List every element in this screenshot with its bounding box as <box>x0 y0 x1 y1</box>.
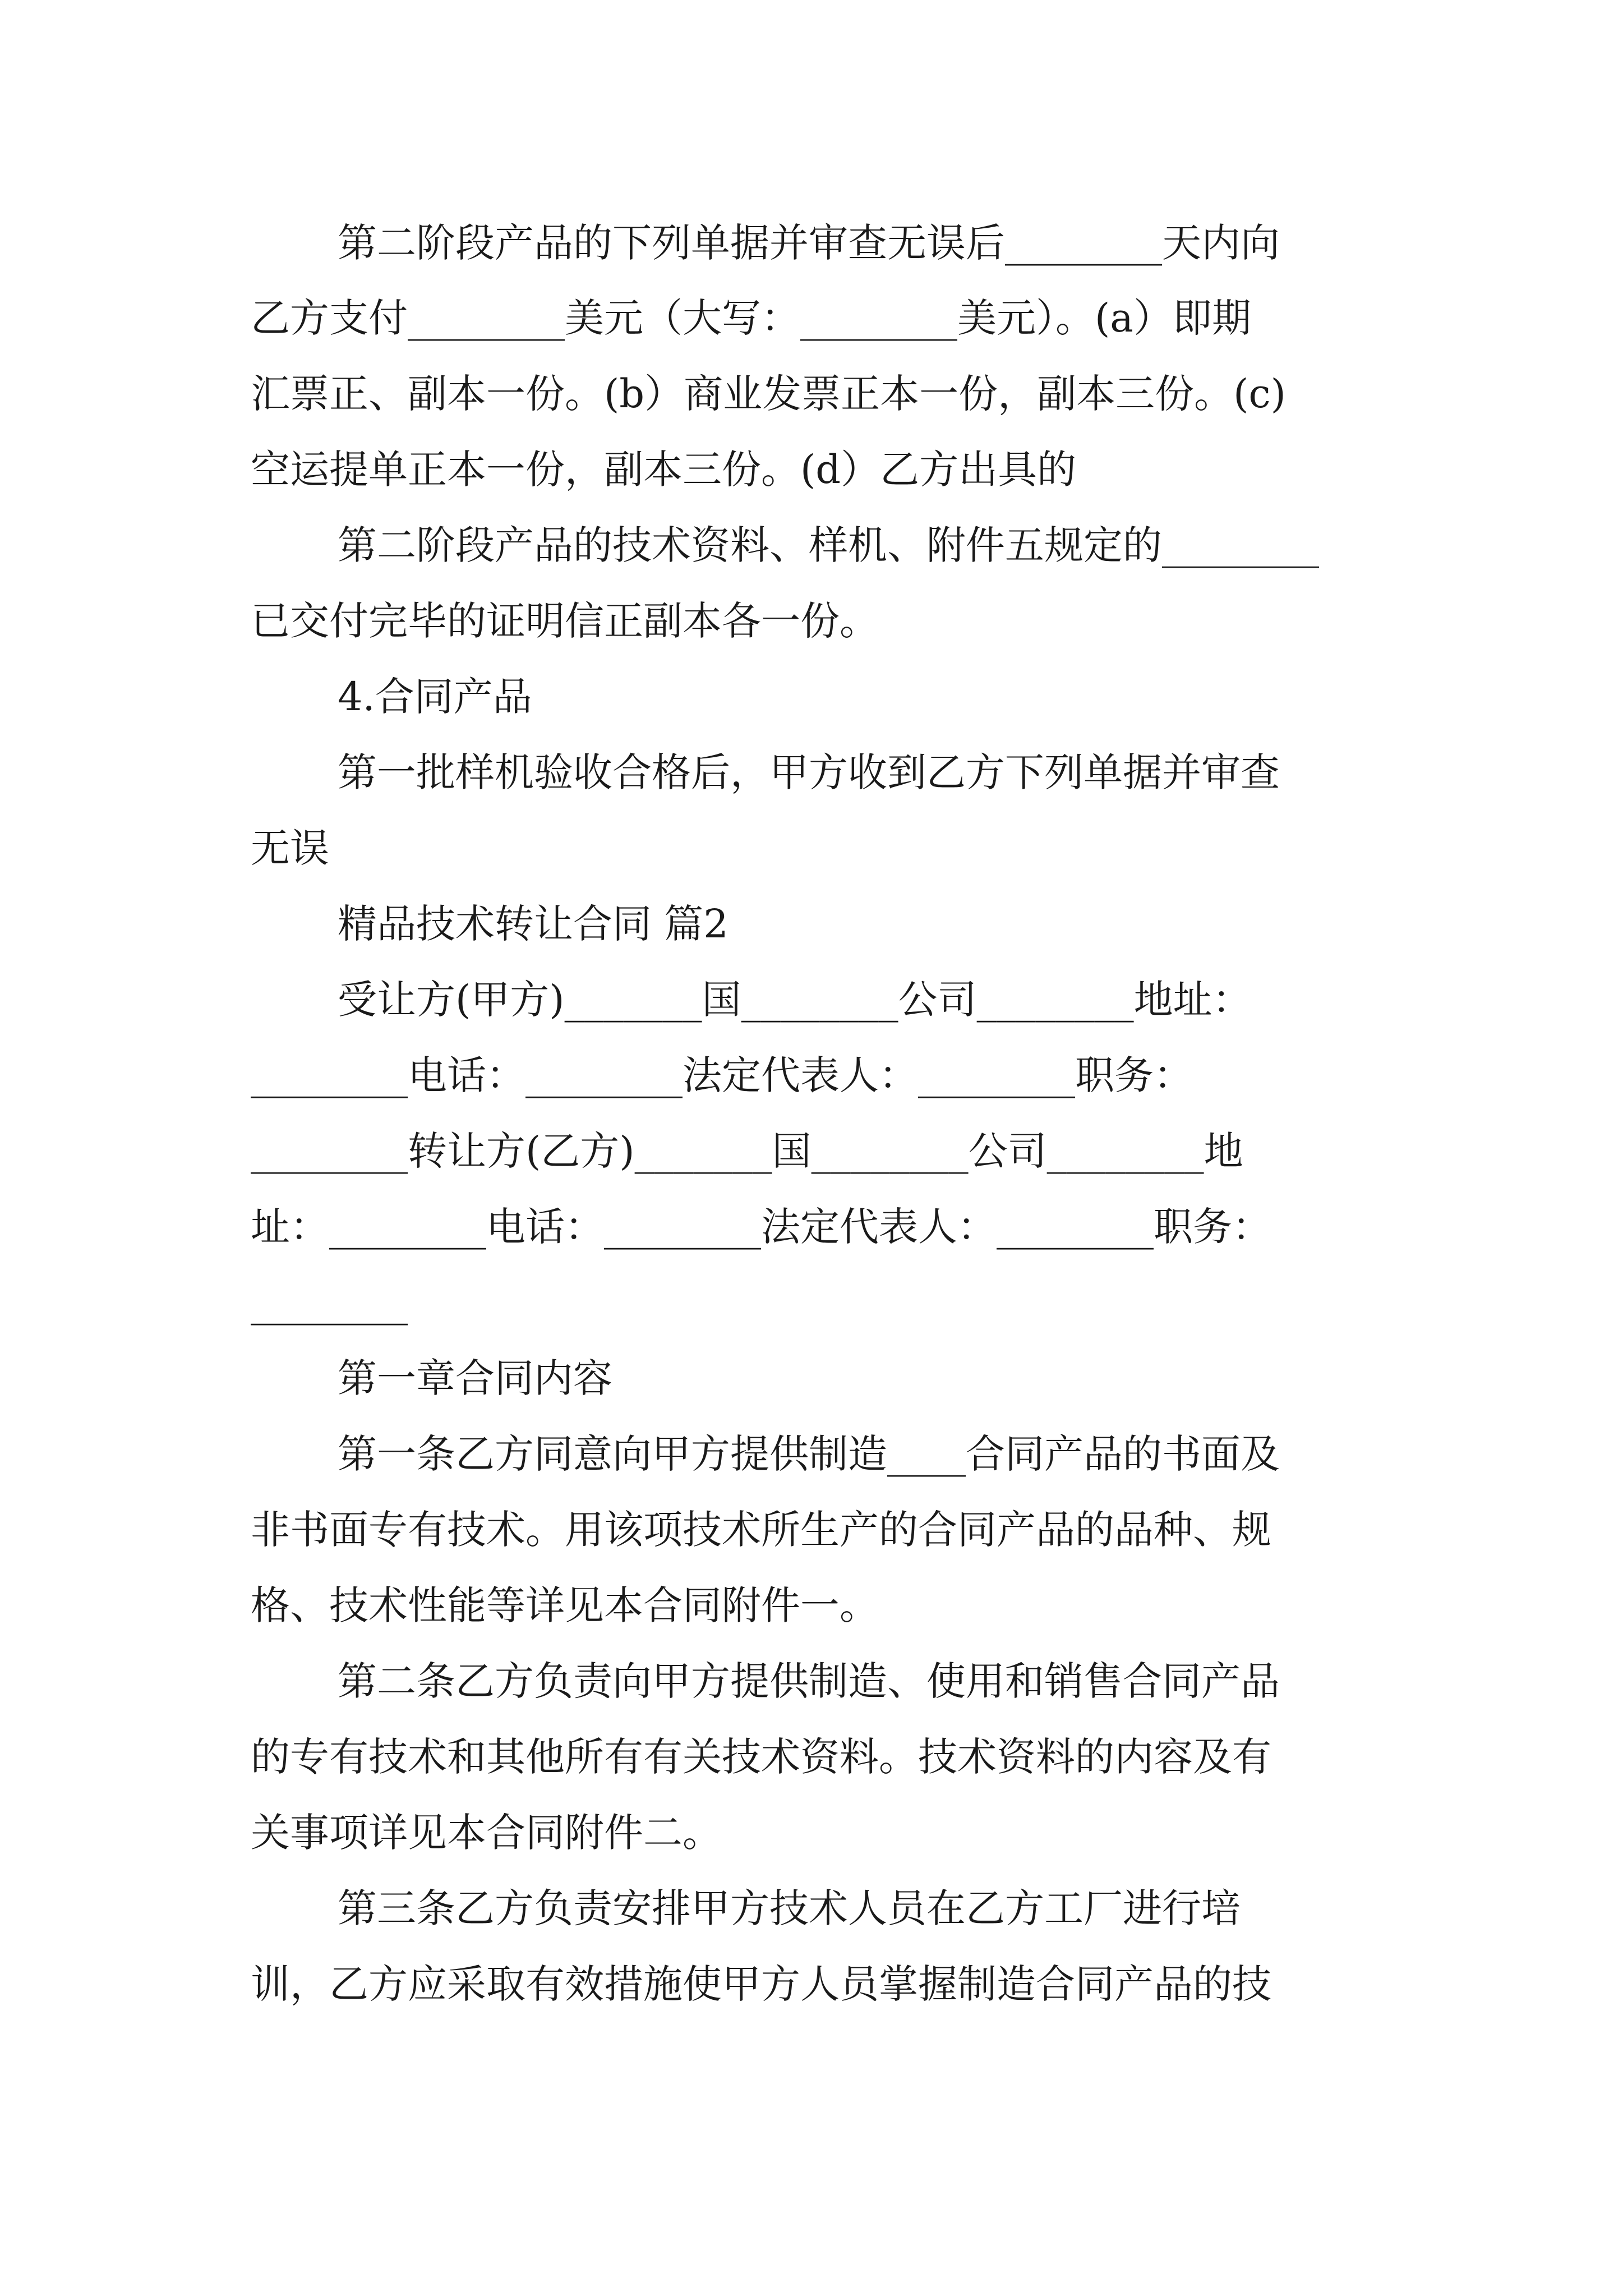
text-line: 受让方(甲方)_______国________公司________地址： <box>338 977 1252 1023</box>
section-heading: 4.合同产品 <box>338 674 532 720</box>
text-line: 第三条乙方负责安排甲方技术人员在乙方工厂进行培 <box>338 1885 1241 1931</box>
text-line: 格、技术性能等详见本合同附件一。 <box>251 1582 879 1628</box>
text-line: 训，乙方应采取有效措施使甲方人员掌握制造合同产品的技 <box>251 1961 1271 2007</box>
text-line: ________电话：________法定代表人：________职务： <box>251 1052 1193 1098</box>
text-line: ________转让方(乙方)_______国________公司________地 <box>251 1128 1243 1174</box>
text-line: 第二阶段产品的下列单据并审查无误后________天内向 <box>338 220 1280 266</box>
document-title: 精品技术转让合同 篇2 <box>338 901 728 947</box>
text-line: ________ <box>251 1280 408 1326</box>
text-line: 已交付完毕的证明信正副本各一份。 <box>251 598 879 644</box>
text-line: 第一条乙方同意向甲方提供制造____合同产品的书面及 <box>338 1431 1280 1477</box>
text-line: 空运提单正本一份，副本三份。(d）乙方出具的 <box>251 447 1077 493</box>
text-line: 无误 <box>251 825 329 871</box>
text-line: 址：________电话：________法定代表人：________职务： <box>251 1204 1271 1250</box>
text-line: 第一批样机验收合格后，甲方收到乙方下列单据并审查 <box>338 749 1280 795</box>
text-line: 第二阶段产品的技术资料、样机、附件五规定的________ <box>338 522 1319 568</box>
text-line: 乙方支付________美元（大写：________美元）。(a）即期 <box>251 295 1252 341</box>
chapter-heading: 第一章合同内容 <box>338 1355 612 1401</box>
text-line: 非书面专有技术。用该项技术所生产的合同产品的品种、规 <box>251 1507 1271 1553</box>
text-line: 关事项详见本合同附件二。 <box>251 1810 722 1856</box>
text-line: 汇票正、副本一份。(b）商业发票正本一份，副本三份。(c) <box>251 371 1286 417</box>
text-line: 第二条乙方负责向甲方提供制造、使用和销售合同产品 <box>338 1658 1280 1704</box>
text-line: 的专有技术和其他所有有关技术资料。技术资料的内容及有 <box>251 1734 1271 1780</box>
